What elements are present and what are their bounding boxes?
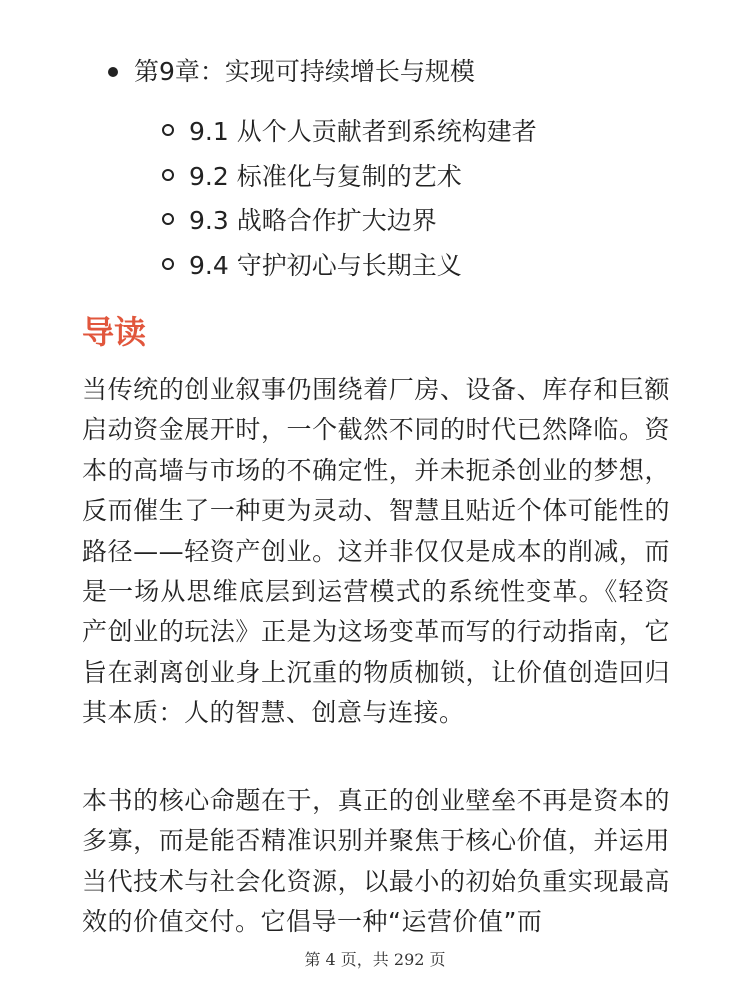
section-title: 9.2 标准化与复制的艺术 bbox=[189, 161, 462, 191]
bullet-circle-icon bbox=[162, 169, 174, 181]
section-list-item bbox=[162, 153, 722, 198]
section-list-item bbox=[162, 242, 722, 287]
chapter-title: 第9章：实现可持续增长与规模 bbox=[134, 57, 475, 86]
bullet-circle-icon bbox=[162, 124, 174, 136]
bullet-circle-icon bbox=[162, 258, 174, 270]
intro-heading: 导读 bbox=[82, 313, 147, 351]
bullet-disc-icon bbox=[108, 67, 118, 77]
chapter-list-item bbox=[108, 52, 475, 92]
section-title: 9.1 从个人贡献者到系统构建者 bbox=[189, 117, 537, 147]
section-list bbox=[162, 108, 722, 286]
section-list-item bbox=[162, 197, 722, 242]
section-title: 9.4 守护初心与长期主义 bbox=[189, 250, 462, 280]
intro-paragraph: 当传统的创业叙事仍围绕着厂房、设备、库存和巨额启动资金展开时，一个截然不同的时代已然降临。资本的高墙与市场的不确定性，并未扼杀创业的梦想，反而催生了一种更为灵动、智慧且贴近个体可能性的路径——轻资产创业。这并非仅仅是成本的削减，而是一场从思维底层到运营模式的系统性变革。《轻资产创业的玩法》正是为这场变革而写的行动指南，它旨在剥离创业身上沉重的物质枷锁，让价值创造回归其本质：人的智慧、创意与连接。 bbox=[82, 375, 670, 728]
section-list-item bbox=[162, 108, 722, 153]
intro-paragraph: 本书的核心命题在于，真正的创业壁垒不再是资本的多寡，而是能否精准识别并聚焦于核心价值，并运用当代技术与社会化资源，以最小的初始负重实现最高效的价值交付。它倡导一种“运营价值”而 bbox=[82, 786, 670, 937]
bullet-circle-icon bbox=[162, 213, 174, 225]
page-indicator: 第 4 页，共 292 页 bbox=[304, 950, 446, 969]
section-title: 9.3 战略合作扩大边界 bbox=[189, 206, 437, 236]
